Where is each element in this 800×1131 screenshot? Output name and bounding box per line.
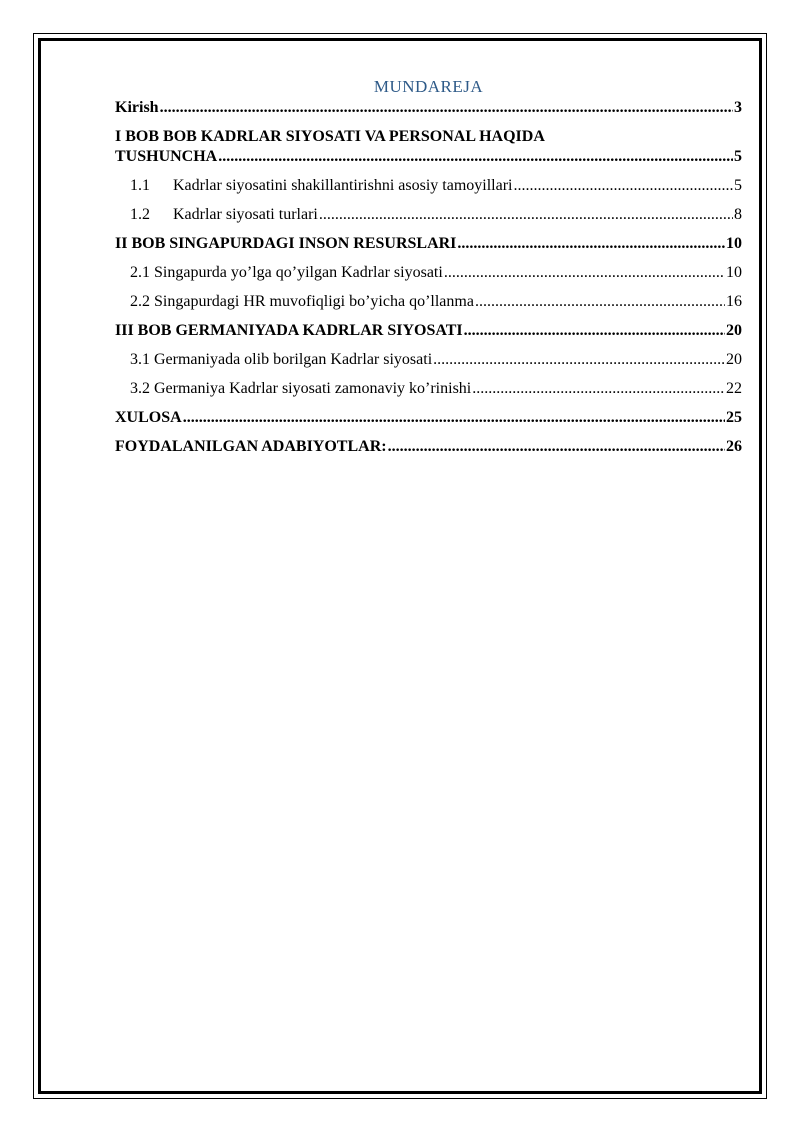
toc-entry-label: III BOB GERMANIYADA KADRLAR SIYOSATI [115,322,463,339]
toc-entry-page: 16 [726,293,742,310]
toc-entry-section-3-2[interactable] [115,379,742,399]
toc-entry-page: 5 [734,177,742,194]
toc-entry-label: 3.1 Germaniyada olib borilgan Kadrlar siyosati [130,351,433,368]
toc-entry-page: 10 [726,235,742,252]
toc-entry-chapter-1[interactable] [115,127,742,167]
toc-leader-dots [464,321,725,341]
toc-leader-dots [475,292,725,312]
toc-entry-section-1-1[interactable] [115,176,742,196]
toc-entry-label: FOYDALANILGAN ADABIYOTLAR: [115,438,387,455]
toc-entry-label: II BOB SINGAPURDAGI INSON RESURSLARI [115,235,457,252]
toc-entry-chapter-2[interactable] [115,234,742,254]
toc-entry-label: 2.1 Singapurda yo’lga qo’yilgan Kadrlar siyosati [130,264,443,281]
toc-title: MUNDAREJA [373,77,484,96]
toc-leader-dots [514,176,734,196]
toc-entry-number: 1.2 [130,206,150,223]
toc-leader-dots [388,437,725,457]
toc-leader-dots [218,147,733,167]
toc-entry-label: 2.2 Singapurdagi HR muvofiqligi bo’yicha qo’llanma [130,293,474,310]
toc-entry-kirish[interactable] [115,98,742,118]
toc-entry-page: 3 [734,99,742,116]
toc-entry-page: 20 [726,322,742,339]
toc-entry-references[interactable] [115,437,742,457]
toc-entry-label: 3.2 Germaniya Kadrlar siyosati zamonaviy ko’rinishi [130,380,472,397]
toc-entry-conclusion[interactable] [115,408,742,428]
toc-entry-page: 20 [726,351,742,368]
toc-entry-page: 8 [734,206,742,223]
table-of-contents [115,76,742,457]
toc-leader-dots [319,205,733,225]
toc-entry-label: Kadrlar siyosatini shakillantirishni asosiy tamoyillari [173,177,513,194]
toc-entry-label: TUSHUNCHA [115,148,218,165]
toc-entry-chapter-3[interactable] [115,321,742,341]
toc-leader-dots [433,350,725,370]
toc-entry-label: XULOSA [115,409,182,426]
toc-leader-dots [183,408,725,428]
toc-leader-dots [457,234,725,254]
toc-entry-label-line1: I BOB BOB KADRLAR SIYOSATI VA PERSONAL HAQIDA [115,128,545,145]
toc-entry-label: Kadrlar siyosati turlari [173,206,318,223]
toc-entry-number: 1.1 [130,177,150,194]
toc-entry-section-1-2[interactable] [115,205,742,225]
toc-leader-dots [472,379,725,399]
toc-leader-dots [160,98,733,118]
toc-entry-page: 10 [726,264,742,281]
toc-entry-section-3-1[interactable] [115,350,742,370]
toc-entry-page: 25 [726,409,742,426]
toc-entry-page: 5 [734,148,742,165]
toc-entry-section-2-1[interactable] [115,263,742,283]
toc-entry-page: 22 [726,380,742,397]
toc-leader-dots [444,263,725,283]
toc-entry-section-2-2[interactable] [115,292,742,312]
toc-entry-label: Kirish [115,99,159,116]
toc-entry-page: 26 [726,438,742,455]
